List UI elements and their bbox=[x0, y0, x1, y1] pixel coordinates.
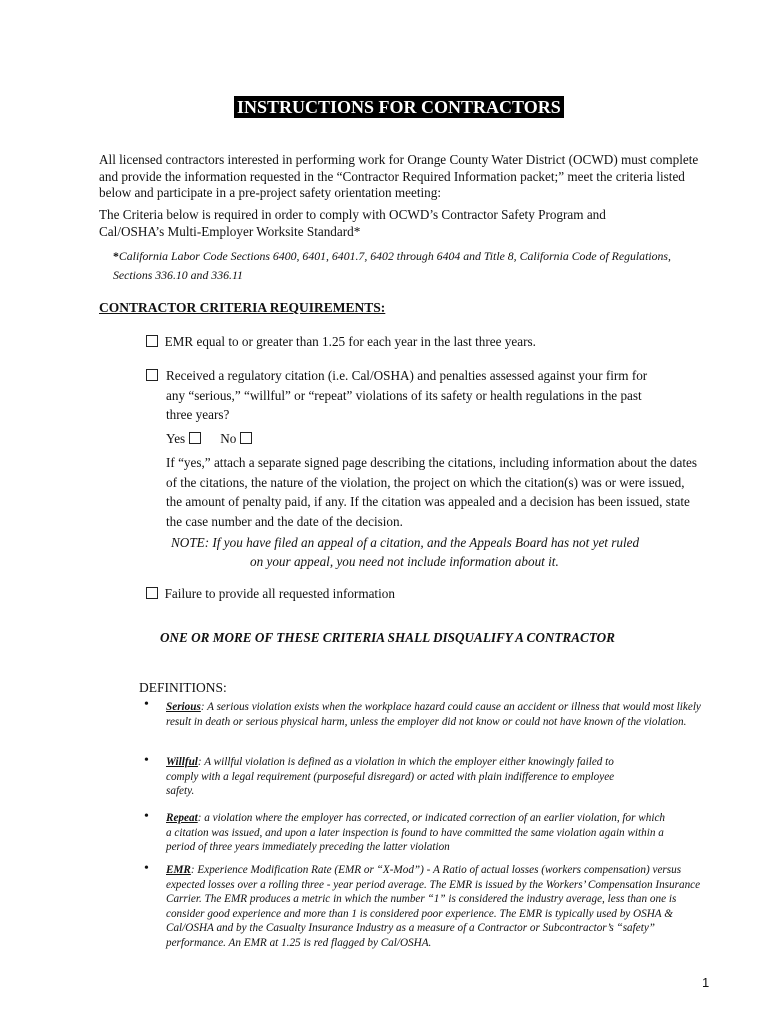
emr-checkbox[interactable] bbox=[146, 335, 158, 347]
definition-text: : A willful violation is defined as a violation in which the employer either knowingly failed to comply with a legal requirement (purposeful disregard) or acted with plain indifference to employee safety. bbox=[166, 756, 615, 797]
no-checkbox[interactable] bbox=[240, 432, 252, 444]
definitions-title: DEFINITIONS: bbox=[139, 680, 227, 695]
criterion-failure-text: Failure to provide all requested information bbox=[164, 586, 395, 601]
definition-repeat bbox=[166, 811, 666, 855]
yes-label: Yes bbox=[166, 431, 186, 446]
bullet-icon: • bbox=[144, 697, 149, 712]
definition-term: Repeat bbox=[166, 812, 198, 824]
criterion-emr bbox=[146, 332, 536, 352]
bullet-icon: • bbox=[144, 753, 149, 768]
note-line-1: NOTE: If you have filed an appeal of a citation, and the Appeals Board has not yet ruled bbox=[171, 535, 640, 550]
criterion-emr-text: EMR equal to or greater than 1.25 for each year in the last three years. bbox=[164, 334, 536, 349]
criteria-intro: The Criteria below is required in order to comply with OCWD’s Contractor Safety Program and Cal/OSHA’s Multi-Employer Worksite Standard* bbox=[99, 207, 606, 239]
page-number: 1 bbox=[702, 975, 710, 990]
note-line-2: on your appeal, you need not include information about it. bbox=[250, 554, 559, 569]
criteria-heading: CONTRACTOR CRITERIA REQUIREMENTS: bbox=[99, 300, 386, 315]
criterion-citation-box bbox=[146, 366, 158, 386]
definition-text: : a violation where the employer has corrected, or indicated correction of an earlier violation, for which a citation was issued, and upon a later inspection is found to have committed the same violation again within a period of three years immediately preceding the latter violation bbox=[166, 812, 666, 853]
definition-term: Serious bbox=[166, 701, 201, 713]
bullet-icon: • bbox=[144, 809, 149, 824]
citation-checkbox[interactable] bbox=[146, 369, 158, 381]
definition-emr bbox=[166, 863, 711, 950]
citation-star: * bbox=[113, 249, 119, 263]
definition-text: : A serious violation exists when the workplace hazard could cause an accident or illness that would most likely result in death or serious physical harm, unless the employer did not know or could not have known of the violation. bbox=[166, 701, 701, 728]
bullet-icon: • bbox=[144, 861, 149, 876]
definition-term: Willful bbox=[166, 756, 198, 768]
intro-paragraph: All licensed contractors interested in performing work for Orange County Water District (OCWD) must complete and provide the information requested in the “Contractor Required Information packet;” meet the criteria listed below and participate in a pre-project safety orientation meeting: bbox=[99, 152, 699, 200]
definition-text: : Experience Modification Rate (EMR or “X-Mod”) - A Ratio of actual losses (workers compensation) versus expected losses over a rolling three - year period average. The EMR is issued by the Workers’ Compensation Insurance Carrier. The EMR produces a metric in which the number “1” is considered the industry average, less than one is consider good experience and more than 1 is considered poor experience. The EMR is typically used by OSHA & Cal/OSHA and by the Casualty Insurance Industry as a measure of a Contractor or Subcontractor’s “safety” performance. An EMR at 1.25 is red flagged by Cal/OSHA. bbox=[166, 864, 701, 949]
definition-willful bbox=[166, 755, 636, 799]
no-label: No bbox=[220, 431, 237, 446]
page-title: INSTRUCTIONS FOR CONTRACTORS bbox=[234, 96, 564, 118]
legal-citation bbox=[113, 247, 673, 285]
yes-checkbox[interactable] bbox=[189, 432, 201, 444]
if-yes-instructions: If “yes,” attach a separate signed page describing the citations, including information about the dates of the citations, the nature of the violation, the project on which the citation(s) was or were issued, the amount of penalty paid, if any. If the citation was appealed and a decision has been issued, state the case number and the date of the decision. bbox=[166, 455, 697, 529]
yes-no-row bbox=[166, 429, 252, 449]
failure-checkbox[interactable] bbox=[146, 587, 158, 599]
definition-term: EMR bbox=[166, 864, 191, 876]
criterion-citation-text: Received a regulatory citation (i.e. Cal/OSHA) and penalties assessed against your firm for any “serious,” “willful” or “repeat” violations of its safety or health regulations in the past three years? bbox=[166, 368, 648, 422]
citation-text: California Labor Code Sections 6400, 6401, 6401.7, 6402 through 6404 and Title 8, California Code of Regulations, Sections 336.10 and 336.11 bbox=[113, 249, 671, 282]
criterion-failure bbox=[146, 584, 395, 604]
disqualify-statement: ONE OR MORE OF THESE CRITERIA SHALL DISQUALIFY A CONTRACTOR bbox=[160, 630, 615, 645]
definition-serious bbox=[166, 700, 711, 729]
